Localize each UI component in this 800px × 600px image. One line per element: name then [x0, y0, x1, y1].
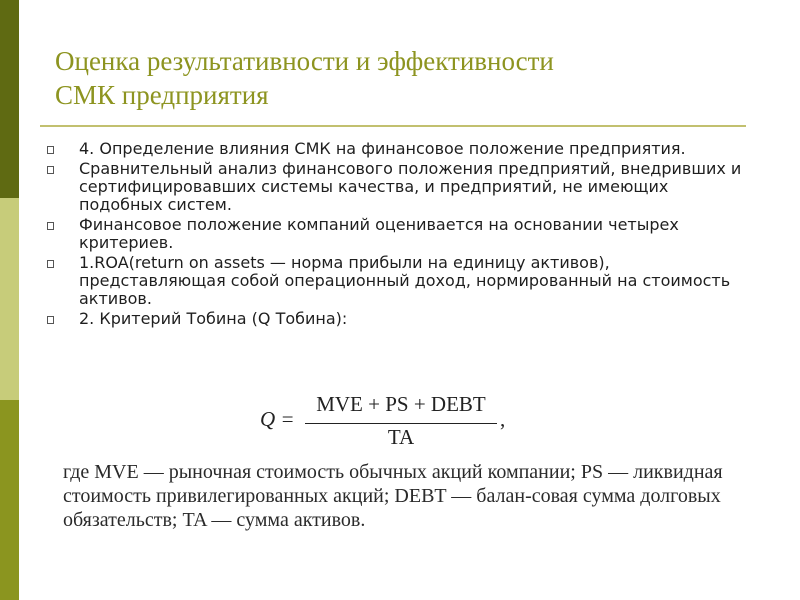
- bullet-marker-icon: [47, 316, 54, 324]
- bullet-text: Финансовое положение компаний оценивается на основании четырех критериев.: [79, 215, 679, 252]
- slide-title-line-2: СМК предприятия: [55, 80, 269, 110]
- formula-denominator: TA: [387, 425, 415, 449]
- title-divider: [40, 125, 746, 127]
- bullet-item: [45, 310, 755, 328]
- bullet-item: [45, 160, 755, 214]
- bullet-text: 4. Определение влияния СМК на финансовое положение предприятия.: [79, 139, 686, 158]
- bullet-marker-icon: [47, 260, 54, 268]
- slide-title-line-1: Оценка результативности и эффективности: [55, 46, 554, 76]
- bullet-text: 2. Критерий Тобина (Q Тобина):: [79, 309, 348, 328]
- slide-title: [55, 44, 755, 112]
- bullet-item: [45, 254, 755, 308]
- formula-trailing-comma: ,: [500, 407, 506, 431]
- bullet-marker-icon: [47, 166, 54, 174]
- formula-lhs: Q =: [260, 407, 295, 431]
- bullet-list: [45, 140, 755, 330]
- bullet-item: [45, 140, 755, 158]
- bullet-text: Сравнительный анализ финансового положения предприятий, внедривших и сертифицировавших системы качества, и предприятий, не имеющих подобных систем.: [79, 159, 742, 214]
- bullet-marker-icon: [47, 222, 54, 230]
- formula-fraction-bar: [305, 423, 497, 424]
- sidebar-stripe-middle: [0, 198, 19, 400]
- sidebar-stripe-bottom: [0, 400, 19, 600]
- formula-definition: где MVE — рыночная стоимость обычных акций компании; PS — ликвидная стоимость привилегированных акций; DEBT — балан-совая сумма долговых обязательств; TA — сумма активов.: [63, 461, 723, 531]
- bullet-text: 1.ROA(return on assets — норма прибыли на единицу активов), представляющая собой операционный доход, нормированный на стоимость активов.: [79, 253, 731, 308]
- sidebar-stripe-top: [0, 0, 19, 198]
- bullet-marker-icon: [47, 146, 54, 154]
- formula-numerator: MVE + PS + DEBT: [316, 392, 486, 416]
- tobin-q-formula: [255, 392, 525, 452]
- bullet-item: [45, 216, 755, 252]
